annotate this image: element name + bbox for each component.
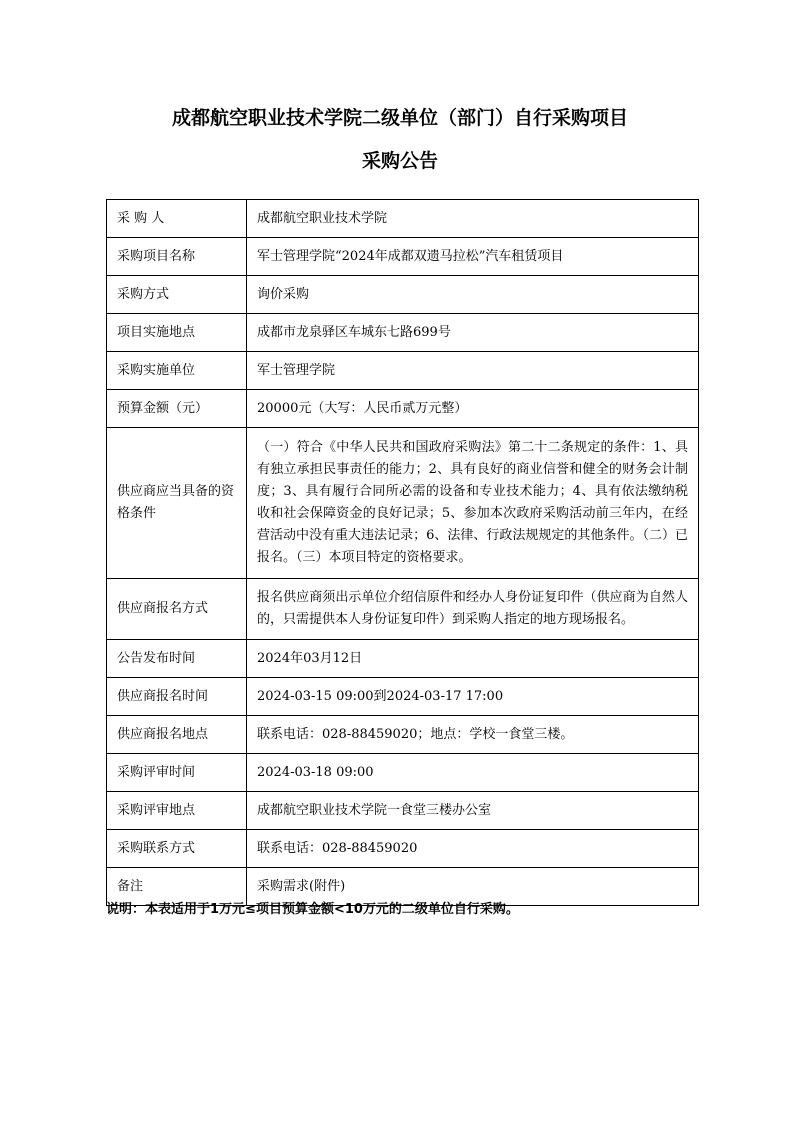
table-row (107, 352, 699, 390)
row-value-registration-place: 联系电话：028-88459020；地点：学校一食堂三楼。 (247, 716, 699, 754)
table-row (107, 200, 699, 238)
row-label-registration-method: 供应商报名方式 (107, 579, 247, 640)
table-row (107, 830, 699, 868)
row-label-project-name: 采购项目名称 (107, 238, 247, 276)
row-label-purchaser: 采 购 人 (107, 200, 247, 238)
row-value-qualifications: （一）符合《中华人民共和国政府采购法》第二十二条规定的条件：1、具有独立承担民事责任的能力；2、具有良好的商业信誉和健全的财务会计制度；3、具有履行合同所必需的设备和专业技术能力；4、具有依法缴纳税收和社会保障资金的良好记录；5、参加本次政府采购活动前三年内，在经营活动中没有重大违法记录；6、法律、行政法规规定的其他条件。（二）已报名。（三）本项目特定的资格要求。 (247, 428, 699, 579)
row-label-review-time: 采购评审时间 (107, 754, 247, 792)
row-label-remarks: 备注 (107, 868, 247, 906)
row-label-registration-place: 供应商报名地点 (107, 716, 247, 754)
table-row (107, 716, 699, 754)
row-value-registration-time: 2024-03-15 09:00到2024-03-17 17:00 (247, 678, 699, 716)
table-row (107, 238, 699, 276)
row-value-publish-time: 2024年03月12日 (247, 640, 699, 678)
document-subtitle: 采购公告 (361, 150, 438, 172)
row-label-contact: 采购联系方式 (107, 830, 247, 868)
row-label-location: 项目实施地点 (107, 314, 247, 352)
row-value-location: 成都市龙泉驿区车城东七路699号 (247, 314, 699, 352)
row-value-remarks: 采购需求(附件) (247, 868, 699, 906)
row-label-method: 采购方式 (107, 276, 247, 314)
document-title: 成都航空职业技术学院二级单位（部门）自行采购项目 (171, 107, 628, 129)
row-value-registration-method: 报名供应商须出示单位介绍信原件和经办人身份证复印件（供应商为自然人的，只需提供本人身份证复印件）到采购人指定的地方现场报名。 (247, 579, 699, 640)
row-label-registration-time: 供应商报名时间 (107, 678, 247, 716)
row-value-method: 询价采购 (247, 276, 699, 314)
row-value-budget: 20000元（大写：人民币贰万元整） (247, 390, 699, 428)
row-value-purchaser: 成都航空职业技术学院 (247, 200, 699, 238)
row-label-qualifications: 供应商应当具备的资格条件 (107, 428, 247, 579)
row-value-implementing-unit: 军士管理学院 (247, 352, 699, 390)
row-value-review-time: 2024-03-18 09:00 (247, 754, 699, 792)
table-row (107, 754, 699, 792)
table-row (107, 428, 699, 579)
row-label-budget: 预算金额（元） (107, 390, 247, 428)
row-label-implementing-unit: 采购实施单位 (107, 352, 247, 390)
row-label-publish-time: 公告发布时间 (107, 640, 247, 678)
row-value-review-place: 成都航空职业技术学院一食堂三楼办公室 (247, 792, 699, 830)
footnote: 说明：本表适用于1万元≤项目预算金额<10万元的二级单位自行采购。 (106, 902, 519, 917)
table-row (107, 390, 699, 428)
row-label-review-place: 采购评审地点 (107, 792, 247, 830)
table-row (107, 314, 699, 352)
row-value-contact: 联系电话：028-88459020 (247, 830, 699, 868)
table-row (107, 579, 699, 640)
table-row (107, 792, 699, 830)
table-row (107, 276, 699, 314)
procurement-info-table (106, 199, 699, 906)
row-value-project-name: 军士管理学院“2024年成都双遗马拉松”汽车租赁项目 (247, 238, 699, 276)
table-row (107, 678, 699, 716)
table-row (107, 640, 699, 678)
